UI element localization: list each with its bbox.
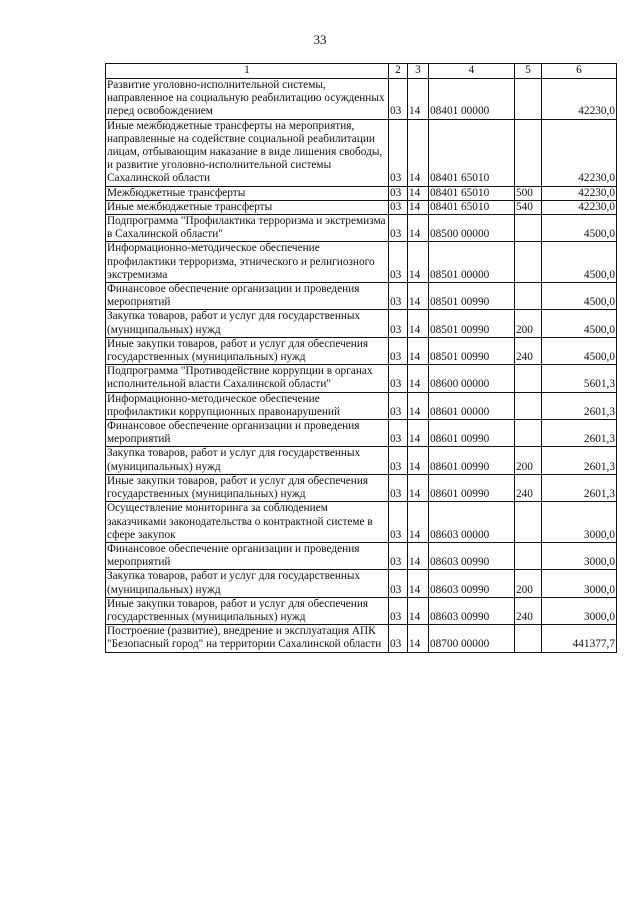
row-target-article (429, 420, 515, 447)
row-amount: 42230,0 (542, 119, 617, 186)
row-name: Подпрограмма "Противодействие коррупции в органах исполнительной власти Сахалинской области" (106, 365, 389, 392)
row-target-article (429, 474, 515, 501)
row-target-article-direction: 00990 (461, 610, 490, 623)
budget-table (105, 63, 617, 653)
row-target-article-program: 08500 (430, 228, 459, 241)
row-target-article-program: 08401 (430, 186, 459, 199)
row-target-article-direction: 00000 (461, 228, 490, 241)
row-subsection: 14 (408, 186, 429, 200)
row-name: Закупка товаров, работ и услуг для государственных (муниципальных) нужд (106, 570, 389, 597)
row-target-article-program: 08601 (430, 488, 459, 501)
row-target-article (429, 502, 515, 543)
row-target-article-direction: 00990 (461, 351, 490, 364)
row-target-article (429, 597, 515, 624)
row-section: 03 (389, 502, 408, 543)
row-subsection: 14 (408, 597, 429, 624)
row-section: 03 (389, 119, 408, 186)
header-row (106, 64, 617, 79)
row-subsection: 14 (408, 283, 429, 310)
table-row (106, 242, 617, 283)
table-row (106, 542, 617, 569)
row-expense-type (515, 420, 542, 447)
row-name: Межбюджетные трансферты (106, 186, 389, 200)
row-subsection: 14 (408, 365, 429, 392)
row-name: Осуществление мониторинга за соблюдением заказчиками законодательства о контрактной системе в сфере закупок (106, 502, 389, 543)
table-body (106, 79, 617, 653)
row-amount: 441377,7 (542, 625, 617, 652)
row-expense-type (515, 502, 542, 543)
row-section: 03 (389, 365, 408, 392)
table-row (106, 215, 617, 242)
row-expense-type (515, 79, 542, 120)
header-col-4: 4 (429, 64, 515, 79)
row-section: 03 (389, 392, 408, 419)
row-target-article-program: 08700 (430, 638, 459, 651)
row-target-article-program: 08601 (430, 405, 459, 418)
row-expense-type (515, 625, 542, 652)
row-subsection: 14 (408, 420, 429, 447)
row-section: 03 (389, 570, 408, 597)
row-target-article (429, 283, 515, 310)
row-expense-type: 540 (515, 200, 542, 214)
table-row (106, 570, 617, 597)
row-target-article (429, 310, 515, 337)
header-col-6: 6 (542, 64, 617, 79)
row-expense-type (515, 283, 542, 310)
row-name: Иные закупки товаров, работ и услуг для обеспечения государственных (муниципальных) нужд (106, 597, 389, 624)
row-expense-type: 200 (515, 570, 542, 597)
row-section: 03 (389, 597, 408, 624)
row-section: 03 (389, 625, 408, 652)
row-name: Финансовое обеспечение организации и проведения мероприятий (106, 283, 389, 310)
row-section: 03 (389, 283, 408, 310)
row-amount: 2601,3 (542, 474, 617, 501)
row-name: Финансовое обеспечение организации и проведения мероприятий (106, 542, 389, 569)
row-target-article-program: 08603 (430, 610, 459, 623)
row-target-article (429, 215, 515, 242)
row-section: 03 (389, 310, 408, 337)
table-row (106, 420, 617, 447)
header-col-1: 1 (106, 64, 389, 79)
table-row (106, 200, 617, 214)
row-target-article-direction: 00000 (461, 528, 490, 541)
row-target-article-direction: 00990 (461, 296, 490, 309)
row-target-article-direction: 00000 (461, 638, 490, 651)
row-target-article-direction: 00990 (461, 583, 490, 596)
row-subsection: 14 (408, 392, 429, 419)
row-expense-type (515, 215, 542, 242)
row-amount: 5601,3 (542, 365, 617, 392)
row-expense-type: 200 (515, 447, 542, 474)
row-section: 03 (389, 79, 408, 120)
row-subsection: 14 (408, 570, 429, 597)
row-target-article (429, 186, 515, 200)
row-target-article (429, 447, 515, 474)
row-target-article-program: 08401 (430, 200, 459, 213)
row-target-article-program: 08401 (430, 105, 459, 118)
row-target-article (429, 200, 515, 214)
row-section: 03 (389, 200, 408, 214)
row-subsection: 14 (408, 215, 429, 242)
table-row (106, 597, 617, 624)
row-expense-type (515, 392, 542, 419)
row-section: 03 (389, 186, 408, 200)
row-amount: 3000,0 (542, 502, 617, 543)
row-section: 03 (389, 474, 408, 501)
row-target-article-program: 08603 (430, 528, 459, 541)
row-amount: 3000,0 (542, 570, 617, 597)
row-name: Закупка товаров, работ и услуг для государственных (муниципальных) нужд (106, 310, 389, 337)
row-target-article-direction: 00990 (461, 433, 490, 446)
row-section: 03 (389, 242, 408, 283)
row-target-article (429, 79, 515, 120)
row-subsection: 14 (408, 200, 429, 214)
table-row (106, 474, 617, 501)
row-target-article (429, 337, 515, 364)
row-target-article (429, 625, 515, 652)
row-subsection: 14 (408, 79, 429, 120)
row-name: Подпрограмма "Профилактика терроризма и экстремизма в Сахалинской области" (106, 215, 389, 242)
row-target-article-direction: 00000 (461, 405, 490, 418)
row-subsection: 14 (408, 502, 429, 543)
row-amount: 4500,0 (542, 242, 617, 283)
row-target-article-program: 08603 (430, 556, 459, 569)
row-subsection: 14 (408, 447, 429, 474)
row-target-article-direction: 00000 (461, 105, 490, 118)
row-name: Информационно-методическое обеспечение профилактики коррупционных правонарушений (106, 392, 389, 419)
row-expense-type: 240 (515, 337, 542, 364)
row-amount: 42230,0 (542, 186, 617, 200)
row-subsection: 14 (408, 542, 429, 569)
row-subsection: 14 (408, 242, 429, 283)
row-subsection: 14 (408, 474, 429, 501)
row-amount: 2601,3 (542, 420, 617, 447)
row-expense-type: 200 (515, 310, 542, 337)
row-name: Закупка товаров, работ и услуг для государственных (муниципальных) нужд (106, 447, 389, 474)
table-row (106, 337, 617, 364)
row-target-article-direction: 65010 (461, 186, 490, 199)
row-target-article (429, 542, 515, 569)
row-name: Информационно-методическое обеспечение профилактики терроризма, этнического и религиозного экстремизма (106, 242, 389, 283)
row-target-article-program: 08501 (430, 296, 459, 309)
table-row (106, 392, 617, 419)
header-col-3: 3 (408, 64, 429, 79)
row-subsection: 14 (408, 337, 429, 364)
row-amount: 4500,0 (542, 337, 617, 364)
row-target-article-program: 08501 (430, 268, 459, 281)
row-expense-type (515, 119, 542, 186)
row-target-article-direction: 00000 (461, 378, 490, 391)
row-expense-type (515, 542, 542, 569)
row-target-article-direction: 65010 (461, 172, 490, 185)
row-subsection: 14 (408, 310, 429, 337)
row-target-article-program: 08601 (430, 433, 459, 446)
row-target-article (429, 570, 515, 597)
row-section: 03 (389, 215, 408, 242)
row-target-article-program: 08501 (430, 351, 459, 364)
row-expense-type: 500 (515, 186, 542, 200)
page-number: 33 (313, 32, 327, 47)
row-name: Иные закупки товаров, работ и услуг для обеспечения государственных (муниципальных) нужд (106, 337, 389, 364)
row-target-article-program: 08603 (430, 583, 459, 596)
row-expense-type: 240 (515, 474, 542, 501)
table-row (106, 119, 617, 186)
row-target-article-direction: 00990 (461, 556, 490, 569)
table-row (106, 502, 617, 543)
row-target-article-direction: 00990 (461, 460, 490, 473)
row-name: Построение (развитие), внедрение и эксплуатация АПК "Безопасный город" на территории Сахалинской области (106, 625, 389, 652)
row-name: Иные межбюджетные трансферты на мероприятия, направленные на содействие социальной реабилитации лицам, отбывающим наказание в виде лишения свободы, и развитие уголовно-исполнительной системы Сахалинской области (106, 119, 389, 186)
row-amount: 2601,3 (542, 447, 617, 474)
row-target-article-direction: 00990 (461, 488, 490, 501)
table-row (106, 365, 617, 392)
row-target-article-program: 08601 (430, 460, 459, 473)
row-amount: 3000,0 (542, 542, 617, 569)
row-section: 03 (389, 542, 408, 569)
table-row (106, 310, 617, 337)
row-target-article (429, 392, 515, 419)
row-section: 03 (389, 447, 408, 474)
row-expense-type: 240 (515, 597, 542, 624)
table-row (106, 186, 617, 200)
row-target-article (429, 365, 515, 392)
row-subsection: 14 (408, 119, 429, 186)
row-subsection: 14 (408, 625, 429, 652)
row-section: 03 (389, 420, 408, 447)
row-amount: 42230,0 (542, 79, 617, 120)
row-amount: 42230,0 (542, 200, 617, 214)
table-row (106, 447, 617, 474)
row-target-article-direction: 65010 (461, 200, 490, 213)
table-row (106, 625, 617, 652)
row-amount: 4500,0 (542, 310, 617, 337)
row-amount: 4500,0 (542, 215, 617, 242)
row-section: 03 (389, 337, 408, 364)
row-name: Развитие уголовно-исполнительной системы, направленное на социальную реабилитацию осужденных перед освобождением (106, 79, 389, 120)
header-col-2: 2 (389, 64, 408, 79)
row-amount: 2601,3 (542, 392, 617, 419)
row-target-article-program: 08600 (430, 378, 459, 391)
row-amount: 3000,0 (542, 597, 617, 624)
row-target-article-direction: 00990 (461, 323, 490, 336)
row-amount: 4500,0 (542, 283, 617, 310)
row-expense-type (515, 365, 542, 392)
header-col-5: 5 (515, 64, 542, 79)
table-row (106, 283, 617, 310)
table-row (106, 79, 617, 120)
row-target-article-program: 08501 (430, 323, 459, 336)
row-target-article (429, 242, 515, 283)
row-name: Иные межбюджетные трансферты (106, 200, 389, 214)
row-expense-type (515, 242, 542, 283)
row-target-article (429, 119, 515, 186)
row-target-article-direction: 00000 (461, 268, 490, 281)
row-name: Финансовое обеспечение организации и проведения мероприятий (106, 420, 389, 447)
row-target-article-program: 08401 (430, 172, 459, 185)
row-name: Иные закупки товаров, работ и услуг для обеспечения государственных (муниципальных) нужд (106, 474, 389, 501)
